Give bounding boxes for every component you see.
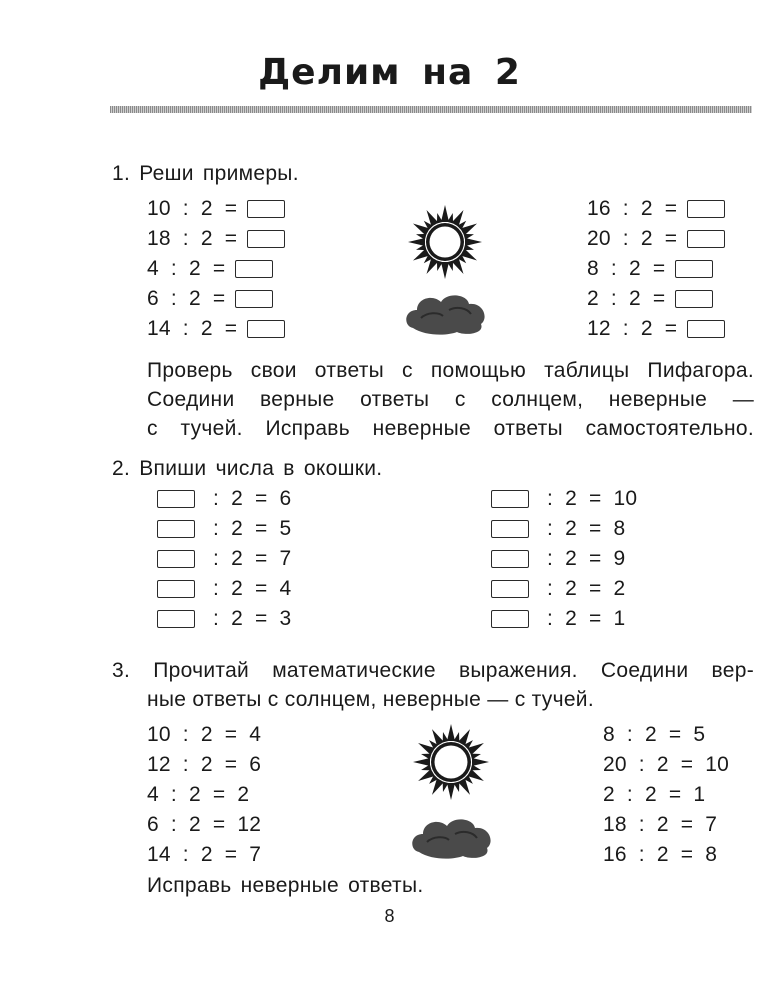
answer-box[interactable] — [687, 200, 725, 218]
answer-box[interactable] — [157, 610, 195, 628]
task3-left-row — [147, 782, 261, 808]
expression: : 2 = 5 — [213, 517, 292, 540]
instruction-line: с тучей. Исправь неверные ответы самостоятельно. — [147, 417, 754, 440]
task1-left-row — [147, 226, 285, 252]
answer-box[interactable] — [687, 230, 725, 248]
answer-box[interactable] — [491, 490, 529, 508]
answer-box[interactable] — [247, 320, 285, 338]
expression: 18 : 2 = 7 — [603, 813, 718, 836]
task3-left-row — [147, 842, 261, 868]
expression: : 2 = 7 — [213, 547, 292, 570]
task1-right-row — [587, 196, 725, 222]
expression: : 2 = 8 — [547, 517, 626, 540]
task3-left-row — [147, 752, 261, 778]
answer-box[interactable] — [235, 260, 273, 278]
task2-right-row — [481, 486, 637, 512]
sun-icon[interactable] — [406, 203, 484, 281]
task1-left-row — [147, 256, 285, 282]
expression: 16 : 2 = — [587, 197, 678, 220]
expression: 2 : 2 = 1 — [603, 783, 706, 806]
answer-box[interactable] — [491, 610, 529, 628]
expression: 20 : 2 = 10 — [603, 753, 730, 776]
expression: : 2 = 4 — [213, 577, 292, 600]
task3-footer: Исправь неверные ответы. — [147, 874, 424, 897]
task1-right-column — [587, 196, 725, 342]
expression: : 2 = 1 — [547, 607, 626, 630]
task1-left-column — [147, 196, 285, 342]
instruction-line: Соедини верные ответы с солнцем, неверные — — [147, 388, 754, 411]
expression: 10 : 2 = 4 — [147, 723, 262, 746]
expression: 4 : 2 = — [147, 257, 226, 280]
task1-left-row — [147, 316, 285, 342]
expression: 18 : 2 = — [147, 227, 238, 250]
task1-right-row — [587, 286, 725, 312]
instruction-line: Проверь свои ответы с помощью таблицы Пифагора. — [147, 359, 754, 382]
task2-right-row — [481, 546, 637, 572]
task3-right-column — [603, 722, 729, 868]
heading-line: 3. Прочитай математические выражения. Соедини вер- — [112, 659, 754, 682]
task1-left-row — [147, 196, 285, 222]
expression: 20 : 2 = — [587, 227, 678, 250]
expression: 8 : 2 = — [587, 257, 666, 280]
page-title: Делим на 2 — [258, 52, 521, 93]
task2-right-row — [481, 516, 637, 542]
task2-left-row — [147, 516, 291, 542]
answer-box[interactable] — [247, 200, 285, 218]
expression: 8 : 2 = 5 — [603, 723, 706, 746]
expression: 16 : 2 = 8 — [603, 843, 718, 866]
expression: 10 : 2 = — [147, 197, 238, 220]
expression: : 2 = 9 — [547, 547, 626, 570]
answer-box[interactable] — [687, 320, 725, 338]
task3-left-row — [147, 722, 261, 748]
title-divider — [110, 106, 752, 113]
task3-right-row — [603, 752, 729, 778]
expression: 12 : 2 = 6 — [147, 753, 262, 776]
expression: 6 : 2 = 12 — [147, 813, 262, 836]
page-number: 8 — [384, 906, 395, 926]
expression: 12 : 2 = — [587, 317, 678, 340]
cloud-icon[interactable] — [405, 288, 487, 336]
task3-right-row — [603, 842, 729, 868]
task2-right-column — [481, 486, 637, 632]
task3-right-row — [603, 812, 729, 838]
expression: 14 : 2 = — [147, 317, 238, 340]
task1-right-row — [587, 226, 725, 252]
answer-box[interactable] — [157, 490, 195, 508]
answer-box[interactable] — [491, 550, 529, 568]
task2-left-row — [147, 546, 291, 572]
answer-box[interactable] — [675, 260, 713, 278]
expression: : 2 = 6 — [213, 487, 292, 510]
expression: 14 : 2 = 7 — [147, 843, 262, 866]
task2-left-column — [147, 486, 291, 632]
task2-left-row — [147, 606, 291, 632]
answer-box[interactable] — [675, 290, 713, 308]
task2-right-row — [481, 576, 637, 602]
task3-right-row — [603, 782, 729, 808]
answer-box[interactable] — [247, 230, 285, 248]
expression: : 2 = 10 — [547, 487, 638, 510]
answer-box[interactable] — [235, 290, 273, 308]
task3-left-column — [147, 722, 261, 868]
task3-left-row — [147, 812, 261, 838]
expression: 6 : 2 = — [147, 287, 226, 310]
cloud-icon[interactable] — [411, 812, 493, 860]
expression: : 2 = 3 — [213, 607, 292, 630]
heading-line: ные ответы с солнцем, неверные — с тучей. — [147, 688, 594, 711]
answer-box[interactable] — [157, 580, 195, 598]
task3-heading — [112, 656, 754, 714]
task2-heading: 2. Впиши числа в окошки. — [112, 457, 383, 480]
task3-right-row — [603, 722, 729, 748]
sun-icon[interactable] — [411, 722, 491, 802]
answer-box[interactable] — [491, 580, 529, 598]
task1-left-row — [147, 286, 285, 312]
task2-right-row — [481, 606, 637, 632]
task2-left-row — [147, 486, 291, 512]
expression: 4 : 2 = 2 — [147, 783, 250, 806]
task1-instructions — [147, 356, 754, 443]
task2-left-row — [147, 576, 291, 602]
expression: : 2 = 2 — [547, 577, 626, 600]
answer-box[interactable] — [157, 550, 195, 568]
task1-right-row — [587, 316, 725, 342]
answer-box[interactable] — [491, 520, 529, 538]
task1-right-row — [587, 256, 725, 282]
task1-heading: 1. Реши примеры. — [112, 162, 299, 185]
expression: 2 : 2 = — [587, 287, 666, 310]
answer-box[interactable] — [157, 520, 195, 538]
